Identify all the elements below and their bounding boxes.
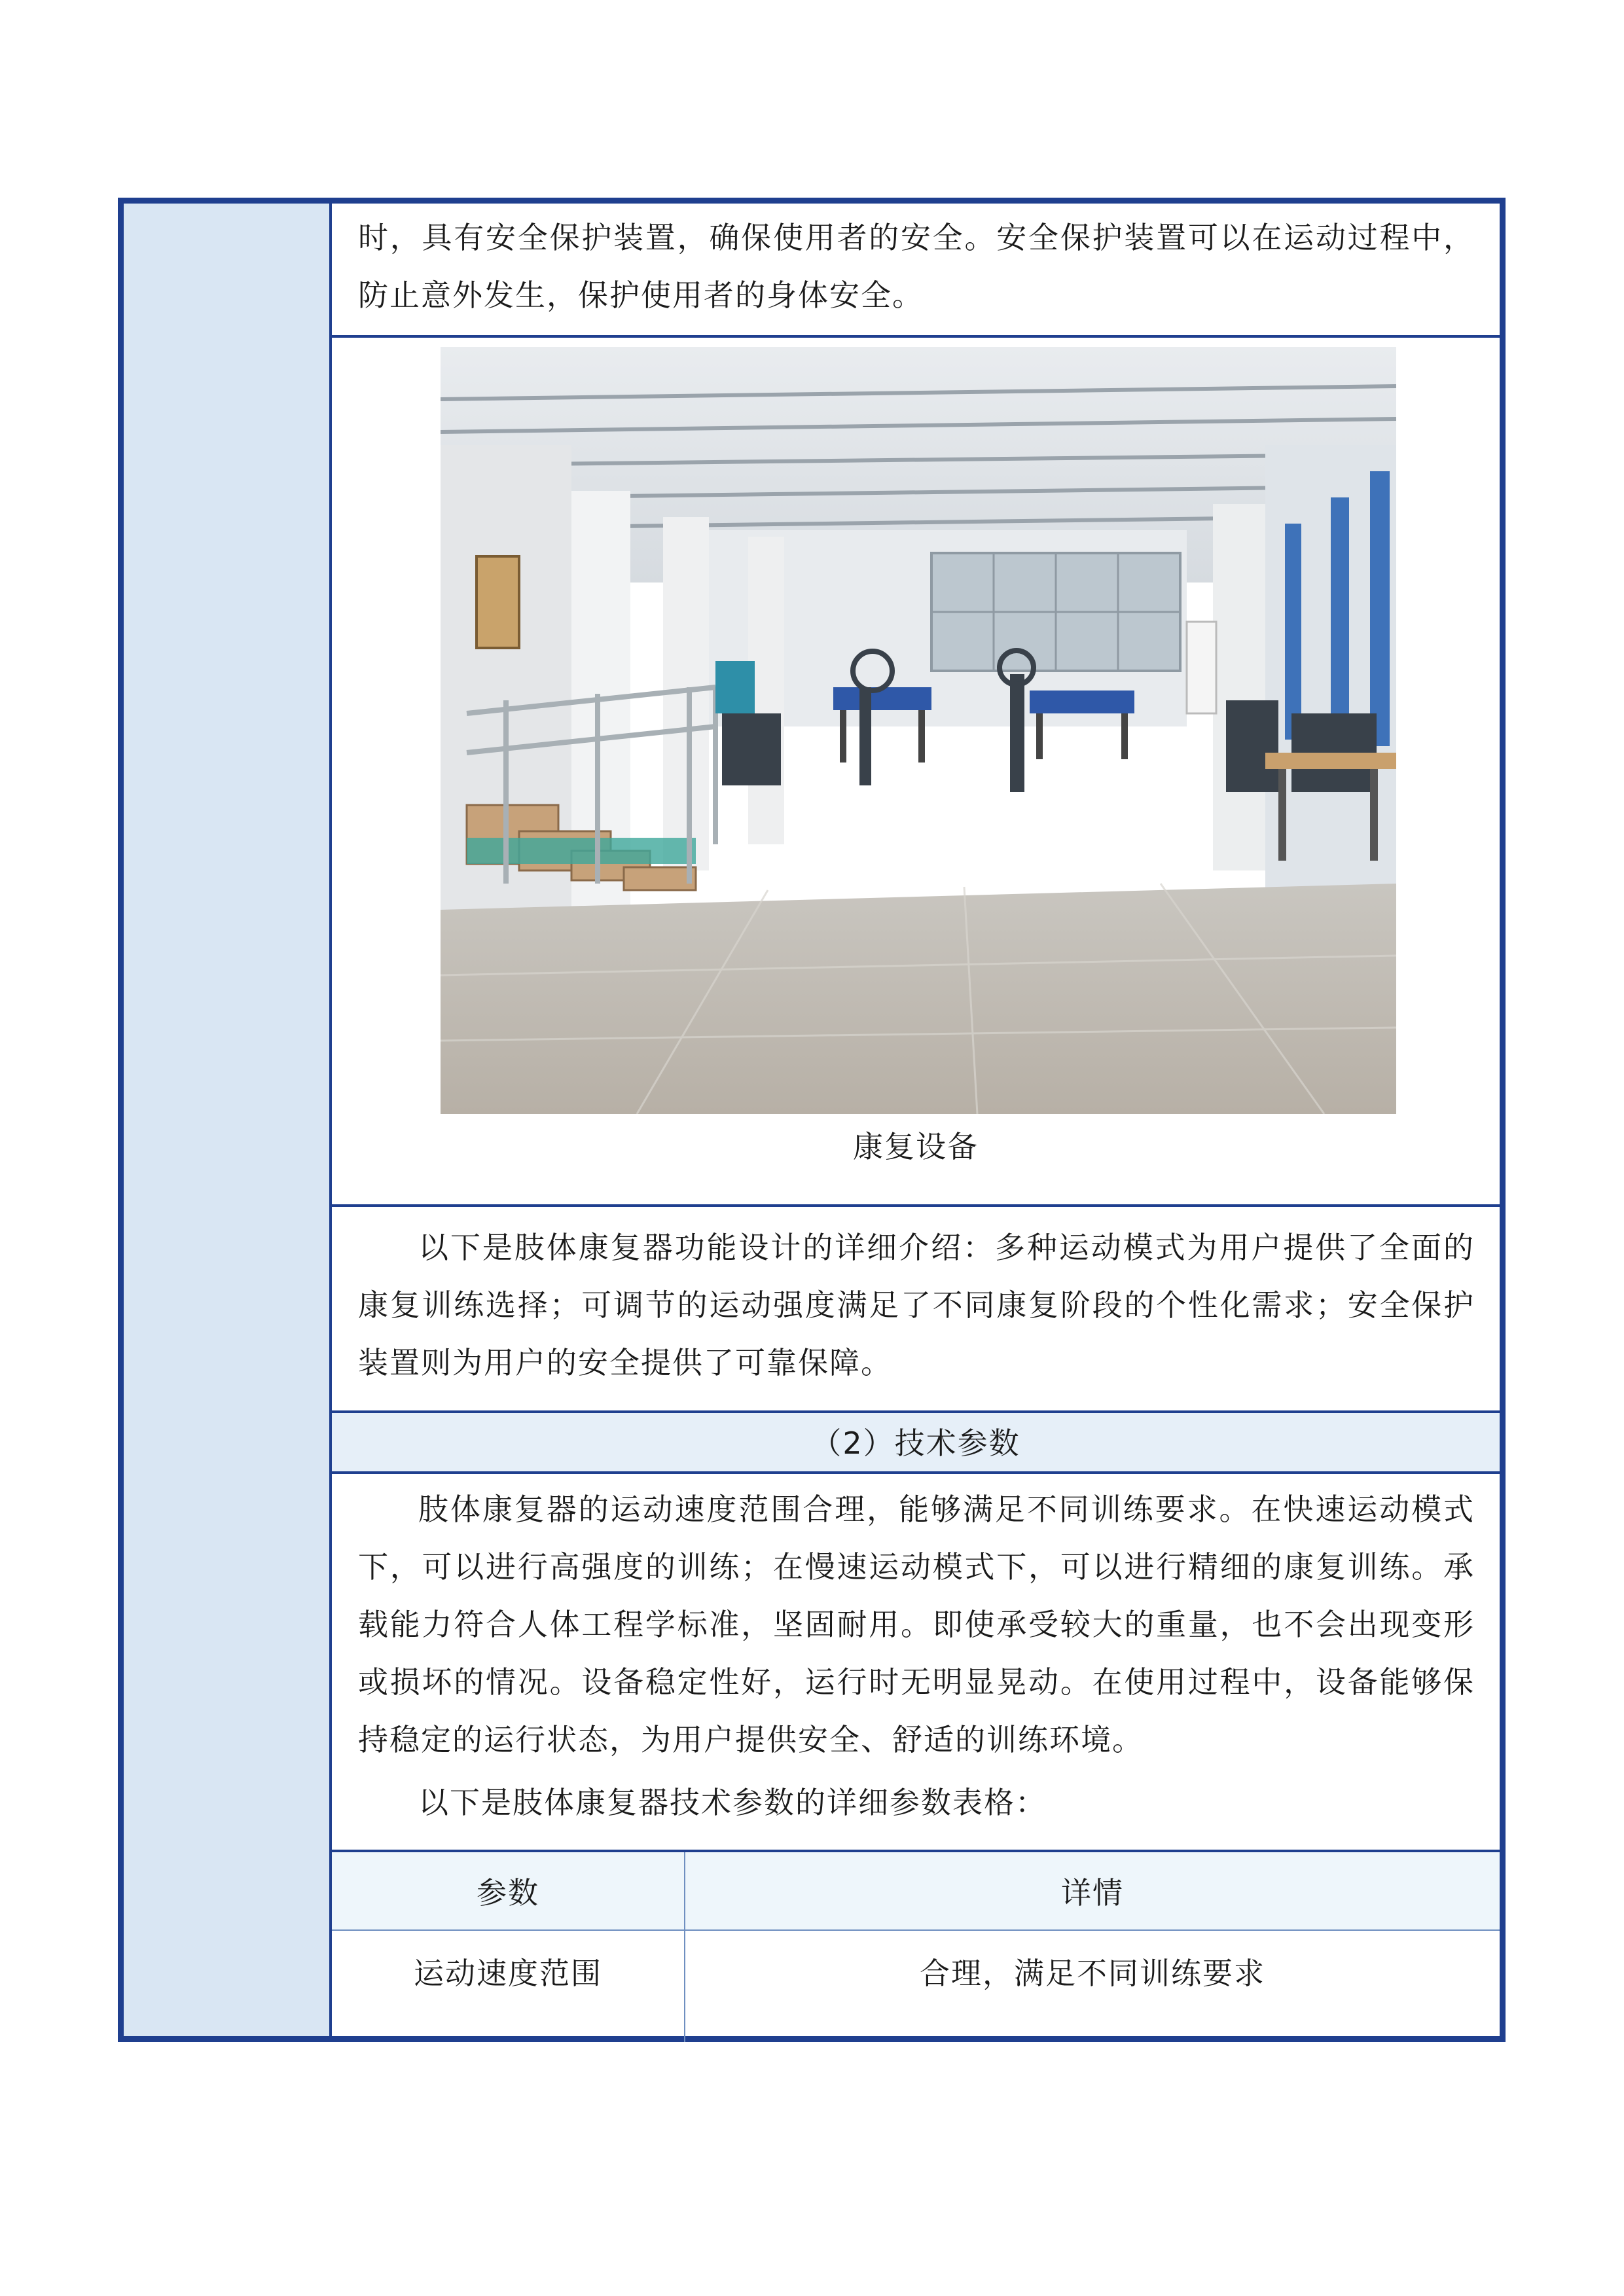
side-column (124, 204, 332, 2036)
continuation-paragraph: 时，具有安全保护装置，确保使用者的安全。安全保护装置可以在运动过程中，防止意外发生，保护使用者的身体安全。 (358, 220, 1475, 313)
table-cell-param: 运动速度范围 (332, 1931, 685, 2012)
section-title: （2）技术参数 (332, 1413, 1500, 1474)
parameter-table (332, 1850, 1500, 2036)
tech-cell (332, 1474, 1500, 1850)
summary-paragraph: 以下是肢体康复器功能设计的详细介绍：多种运动模式为用户提供了全面的康复训练选择；可调节的运动强度满足了不同康复阶段的个性化需求；安全保护装置则为用户的安全提供了可靠保障。 (358, 1230, 1475, 1380)
rehab-room-photo (441, 347, 1396, 1114)
content-column (332, 204, 1500, 2036)
document-frame (118, 198, 1506, 2042)
continuation-cell (332, 204, 1500, 338)
table-divider (684, 2012, 685, 2042)
table-header-detail: 详情 (1061, 1875, 1124, 1910)
table-header-param: 参数 (332, 1852, 685, 1929)
table-cell-detail: 合理，满足不同训练要求 (920, 1956, 1265, 1991)
table-row (332, 1931, 1500, 2042)
tech-paragraph: 肢体康复器的运动速度范围合理，能够满足不同训练要求。在快速运动模式下，可以进行高强度的训练；在慢速运动模式下，可以进行精细的康复训练。承载能力符合人体工程学标准，坚固耐用。即使承受较大的重量，也不会出现变形或损坏的情况。设备稳定性好，运行时无明显晃动。在使用过程中，设备能够保持稳定的运行状态，为用户提供安全、舒适的训练环境。 (358, 1492, 1475, 1757)
figure-caption: 康复设备 (853, 1129, 979, 1164)
summary-cell (332, 1207, 1500, 1413)
table-intro: 以下是肢体康复器技术参数的详细参数表格： (418, 1785, 1047, 1820)
figure-cell (332, 338, 1500, 1207)
table-header-row (332, 1850, 1500, 1931)
